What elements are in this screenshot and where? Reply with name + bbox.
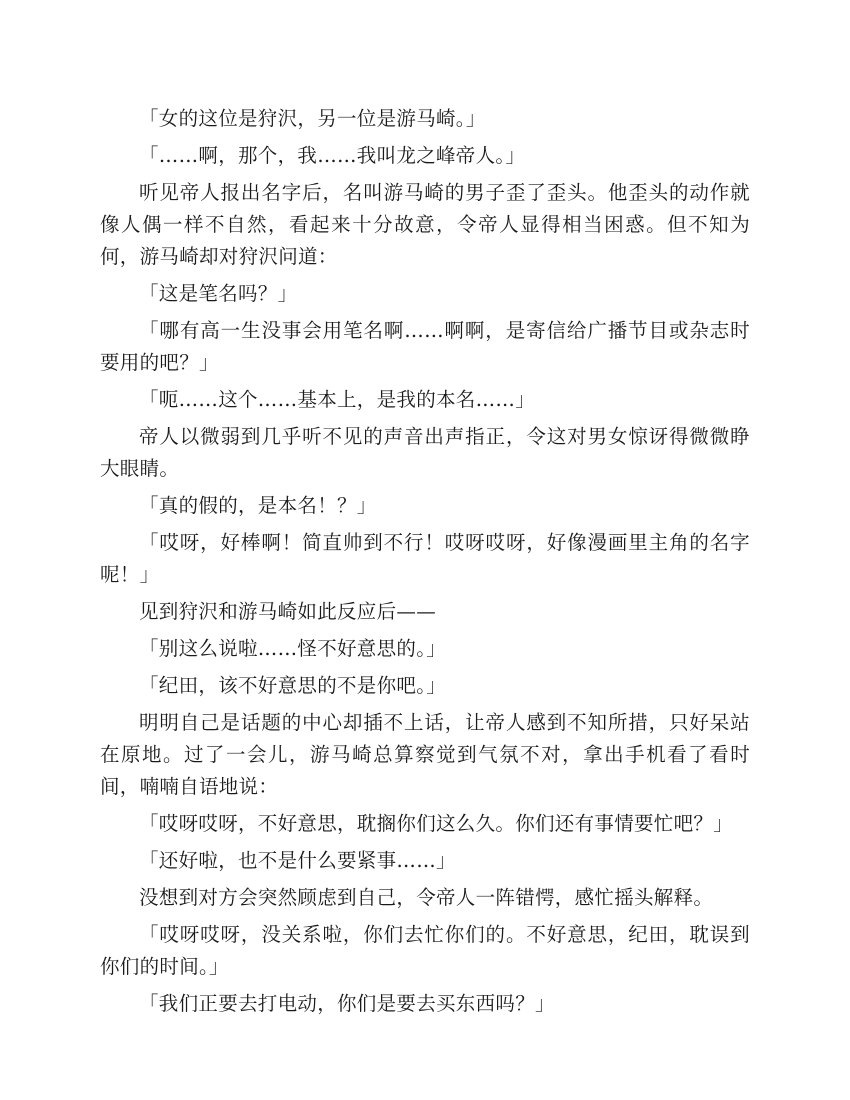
paragraph-1: 「女的这位是狩沢，另一位是游马崎。」 (139, 107, 486, 130)
paragraph-14: 「哎呀哎呀，不好意思，耽搁你们这么久。你们还有事情要忙吧？」 (139, 812, 734, 835)
paragraph-11: 「别这么说啦……怪不好意思的。」 (139, 637, 447, 660)
paragraph-8: 「真的假的，是本名！？」 (139, 494, 377, 517)
paragraph-9: 「哎呀，好棒啊！简直帅到不行！哎呀哎呀，好像漫画里主角的名字呢！」 (100, 531, 750, 586)
paragraph-13: 明明自己是话题的中心却插不上话，让帝人感到不知所措，只好呆站在原地。过了一会儿，游马崎总算察觉到气氛不对，拿出手机看了看时间，喃喃自语地说： (100, 711, 750, 798)
paragraph-6: 「呃……这个……基本上，是我的本名……」 (139, 388, 535, 411)
paragraph-4: 「这是笔名吗？」 (139, 282, 298, 305)
paragraph-17: 「哎呀哎呀，没关系啦，你们去忙你们的。不好意思，纪田，耽误到你们的时间。」 (100, 923, 750, 978)
paragraph-3: 听见帝人报出名字后，名叫游马崎的男子歪了歪头。他歪头的动作就像人偶一样不自然，看起来十分故意，令帝人显得相当困惑。但不知为何，游马崎却对狩沢问道： (100, 181, 750, 268)
paragraph-12: 「纪田，该不好意思的不是你吧。」 (139, 674, 447, 697)
body-text (100, 103, 750, 1025)
paragraph-18: 「我们正要去打电动，你们是要去买东西吗？」 (139, 992, 555, 1015)
paragraph-7: 帝人以微弱到几乎听不见的声音出声指正，令这对男女惊讶得微微睁大眼睛。 (100, 425, 750, 480)
paragraph-15: 「还好啦，也不是什么要紧事……」 (139, 849, 456, 872)
paragraph-5: 「哪有高一生没事会用笔名啊……啊啊，是寄信给广播节目或杂志时要用的吧？」 (100, 319, 750, 374)
paragraph-10: 见到狩沢和游马崎如此反应后—— (139, 600, 436, 623)
paragraph-16: 没想到对方会突然顾虑到自己，令帝人一阵错愕，感忙摇头解释。 (139, 886, 714, 909)
paragraph-2: 「……啊，那个，我……我叫龙之峰帝人。」 (139, 144, 526, 167)
